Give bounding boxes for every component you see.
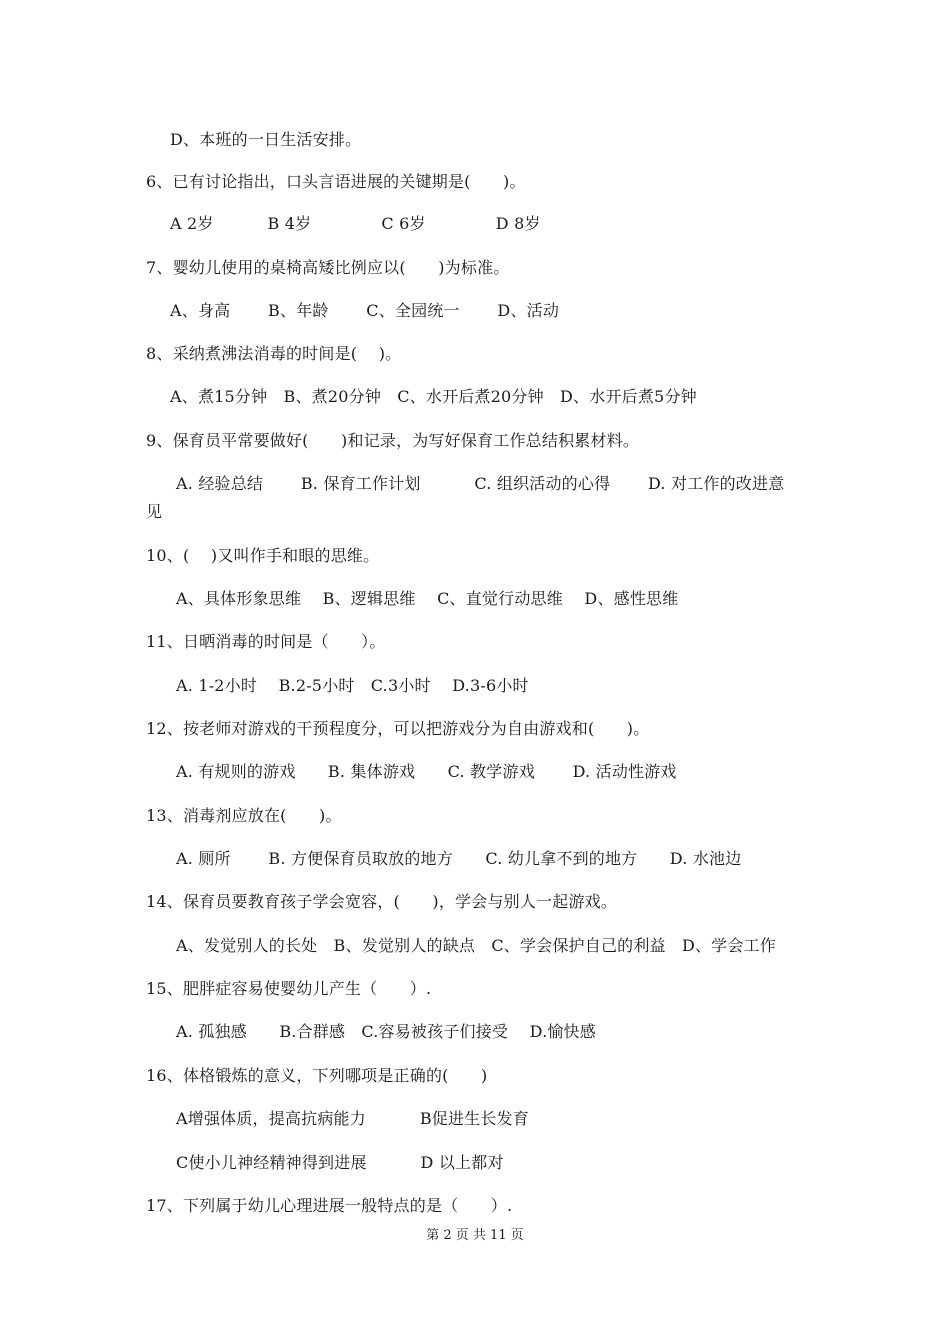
question-14: 14、保育员要教育孩子学会宽容，( )，学会与别人一起游戏。 xyxy=(146,892,618,911)
question-7: 7、婴幼儿使用的桌椅高矮比例应以( )为标准。 xyxy=(146,258,510,277)
options-q10: A、具体形象思维 B、逻辑思维 C、直觉行动思维 D、感性思维 xyxy=(176,589,679,608)
options-q6: A 2岁 B 4岁 C 6岁 D 8岁 xyxy=(170,214,541,233)
options-q16-cd: C使小儿神经精神得到进展 D 以上都对 xyxy=(176,1153,504,1172)
question-8: 8、采纳煮沸法消毒的时间是( )。 xyxy=(146,344,402,363)
question-16: 16、体格锻炼的意义，下列哪项是正确的( ) xyxy=(146,1066,488,1085)
page-footer: 第 2 页 共 11 页 xyxy=(426,1228,524,1243)
options-q12: A. 有规则的游戏 B. 集体游戏 C. 教学游戏 D. 活动性游戏 xyxy=(176,762,677,781)
options-q13: A. 厕所 B. 方便保育员取放的地方 C. 幼儿拿不到的地方 D. 水池边 xyxy=(176,849,742,868)
options-q16-ab: A增强体质，提高抗病能力 B促进生长发育 xyxy=(176,1109,529,1128)
option-line-q5-d: D、本班的一日生活安排。 xyxy=(170,130,362,149)
options-q7: A、身高 B、年龄 C、全园统一 D、活动 xyxy=(170,301,560,320)
question-17: 17、下列属于幼儿心理进展一般特点的是（ ）. xyxy=(146,1196,513,1215)
question-15: 15、肥胖症容易使婴幼儿产生（ ）. xyxy=(146,979,432,998)
question-9: 9、保育员平常要做好( )和记录，为写好保育工作总结积累材料。 xyxy=(146,431,640,450)
options-q9: A. 经验总结 B. 保育工作计划 C. 组织活动的心得 D. 对工作的改进意 xyxy=(176,474,785,493)
question-11: 11、日晒消毒的时间是（ ）。 xyxy=(146,632,386,651)
options-q15: A. 孤独感 B.合群感 C.容易被孩子们接受 D.愉快感 xyxy=(176,1022,596,1041)
question-10: 10、( )又叫作手和眼的思维。 xyxy=(146,546,380,565)
options-q8: A、煮15分钟 B、煮20分钟 C、水开后煮20分钟 D、水开后煮5分钟 xyxy=(170,387,697,406)
question-12: 12、按老师对游戏的干预程度分，可以把游戏分为自由游戏和( )。 xyxy=(146,719,650,738)
options-q9-continued: 见 xyxy=(146,502,163,521)
question-6: 6、已有讨论指出，口头言语进展的关键期是( )。 xyxy=(146,172,526,191)
options-q14: A、发觉别人的长处 B、发觉别人的缺点 C、学会保护自己的利益 D、学会工作 xyxy=(176,936,776,955)
question-13: 13、消毒剂应放在( )。 xyxy=(146,806,342,825)
options-q11: A. 1-2小时 B.2-5小时 C.3小时 D.3-6小时 xyxy=(176,676,529,695)
